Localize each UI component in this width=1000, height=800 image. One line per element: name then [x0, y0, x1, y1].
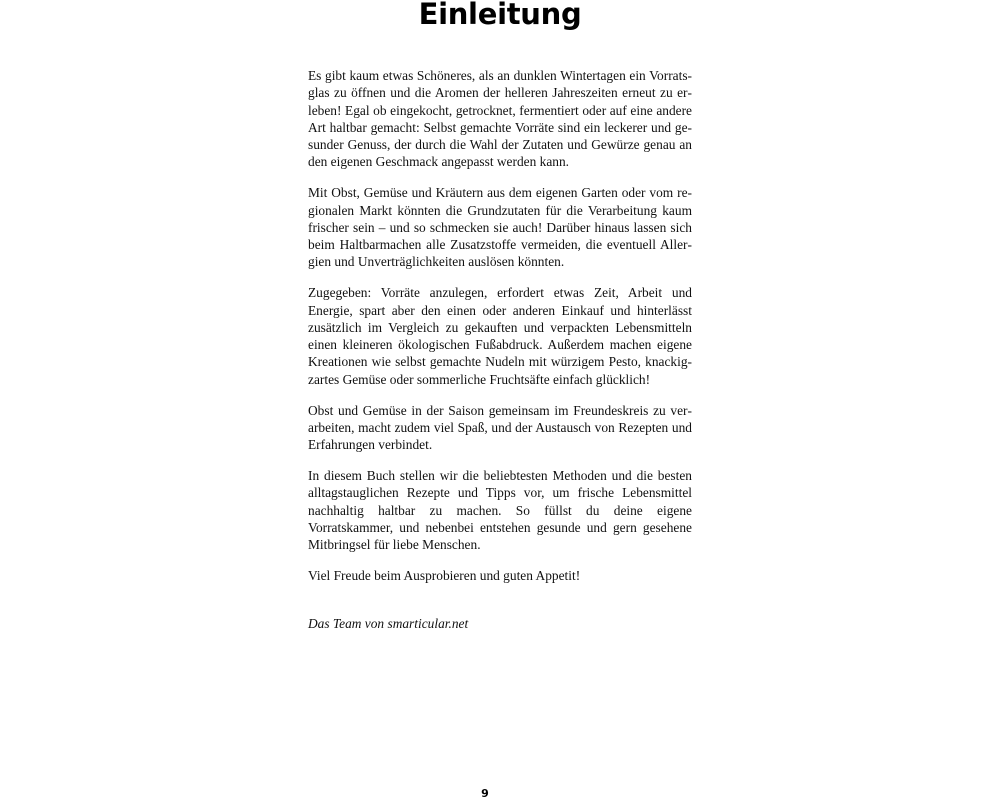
- page-number: 9: [481, 787, 489, 800]
- paragraph: Mit Obst, Gemüse und Kräutern aus dem eigenen Garten oder vom regionalen Markt könnten die Grundzutaten für die Verarbeitung kaum frischer sein – und so schmecken sie auch! Darüber hinaus lassen sich beim Haltbarmachen alle Zusatzstoffe vermeiden, die eventuell Allergien und Unverträglichkeiten auslösen könnten.: [308, 185, 692, 270]
- paragraph: Viel Freude beim Ausprobieren und guten Appetit!: [308, 567, 581, 583]
- signature: Das Team von smarticular.net: [308, 616, 469, 632]
- chapter-title: Einleitung: [418, 0, 582, 31]
- paragraph: Obst und Gemüse in der Saison gemeinsam im Freundeskreis zu verarbeiten, macht zudem viel Spaß, und der Austausch von Rezepten und Erfahrungen verbindet.: [308, 402, 692, 453]
- body-text: [308, 67, 692, 646]
- paragraph: In diesem Buch stellen wir die beliebtesten Methoden und die besten alltagstauglichen Rezepte und Tipps vor, um frische Lebensmittel nachhaltig haltbar zu machen. So füllst du deine eigene Vorratskammer, und nebenbei entstehen gesunde und gern gesehene Mitbringsel für liebe Menschen.: [308, 467, 692, 553]
- paragraph: Es gibt kaum etwas Schöneres, als an dunklen Wintertagen ein Vorratsglas zu öffnen und die Aromen der helleren Jahreszeiten erneut zu erleben! Egal ob eingekocht, getrocknet, fermentiert oder auf eine andere Art haltbar gemacht: Selbst gemachte Vorräte sind ein leckerer und gesunder Genuss, der durch die Wahl der Zutaten und Gewürze genau an den eigenen Geschmack angepasst werden kann.: [308, 68, 692, 170]
- paragraph: Zugegeben: Vorräte anzulegen, erfordert etwas Zeit, Arbeit und Energie, spart aber den einen oder anderen Einkauf und hinterlässt zusätzlich im Vergleich zu gekauften und verpackten Lebensmitteln einen kleineren ökologischen Fußabdruck. Außerdem machen eigene Kreationen wie selbst gemachte Nudeln mit würzigem Pesto, knackig-zartes Gemüse oder sommerliche Fruchtsäfte einfach glücklich!: [308, 285, 692, 387]
